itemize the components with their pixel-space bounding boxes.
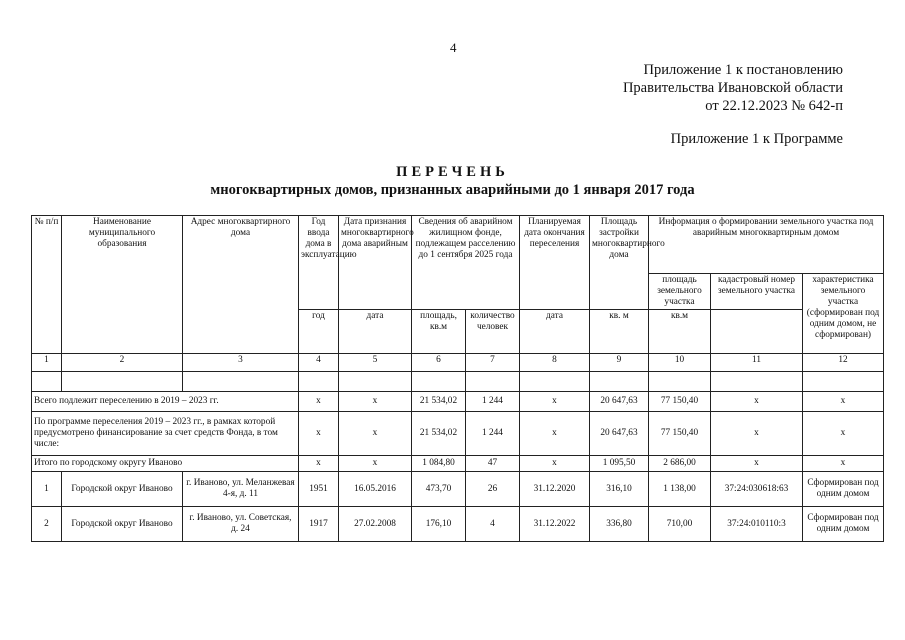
summary-land-char: х [803, 392, 884, 412]
summary-label: По программе переселения 2019 – 2023 гг., в рамках которой предусмотрено финансирование за счет средств Фонда, в том числе: [32, 412, 299, 456]
row-land-area: 1 138,00 [649, 472, 711, 507]
row-people: 4 [466, 507, 520, 542]
col-number: 10 [649, 354, 711, 372]
unit-year: год [299, 310, 339, 354]
empty-row [32, 372, 884, 392]
summary-building-area: 1 095,50 [590, 456, 649, 472]
row-year: 1917 [299, 507, 339, 542]
col-number: 8 [520, 354, 590, 372]
approval-line-1: Приложение 1 к постановлению [643, 62, 843, 78]
row-num: 2 [32, 507, 62, 542]
summary-label: Всего подлежит переселению в 2019 – 2023 гг. [32, 392, 299, 412]
unit-area: площадь, кв.м [412, 310, 466, 354]
unit-land-sqm: кв.м [649, 310, 711, 354]
summary-cadastral: х [711, 456, 803, 472]
row-area: 176,10 [412, 507, 466, 542]
unit-planned-date: дата [520, 310, 590, 354]
summary-planned: х [520, 412, 590, 456]
summary-area: 21 534,02 [412, 412, 466, 456]
row-year: 1951 [299, 472, 339, 507]
row-address: г. Иваново, ул. Меланжевая 4-я, д. 11 [183, 472, 299, 507]
program-reference: Приложение 1 к Программе [670, 131, 843, 147]
summary-planned: х [520, 392, 590, 412]
header-num: № п/п [32, 216, 62, 354]
col-number: 9 [590, 354, 649, 372]
housing-register-table [31, 215, 884, 542]
summary-land-char: х [803, 412, 884, 456]
summary-land-area: 77 150,40 [649, 412, 711, 456]
header-address: Адрес многоквартирного дома [183, 216, 299, 354]
header-fund-info: Сведения об аварийном жилищном фонде, подлежащем расселению до 1 сентября 2025 года [412, 216, 520, 310]
header-building-area: Площадь застройки многоквартирного дома [590, 216, 649, 310]
summary-row-fund [32, 412, 884, 456]
summary-land-area: 2 686,00 [649, 456, 711, 472]
row-area: 473,70 [412, 472, 466, 507]
col-number: 6 [412, 354, 466, 372]
row-people: 26 [466, 472, 520, 507]
approval-block [623, 61, 843, 115]
unit-count: количество человек [466, 310, 520, 354]
col-number: 12 [803, 354, 884, 372]
row-cadastral: 37:24:030618:63 [711, 472, 803, 507]
column-numbers-row [32, 354, 884, 372]
row-land-area: 710,00 [649, 507, 711, 542]
summary-label: Итого по городскому округу Иваново [32, 456, 299, 472]
row-building-area: 316,10 [590, 472, 649, 507]
table-row [32, 472, 884, 507]
row-recognition-date: 16.05.2016 [339, 472, 412, 507]
approval-line-2: Правительства Ивановской области [622, 80, 843, 96]
document-subtitle: многоквартирных домов, признанных аварийными до 1 января 2017 года [210, 182, 695, 198]
summary-area: 1 084,80 [412, 456, 466, 472]
col-number: 4 [299, 354, 339, 372]
col-number: 2 [62, 354, 183, 372]
table-row [32, 507, 884, 542]
approval-line-3: от 22.12.2023 № 642-п [705, 98, 843, 114]
summary-date: х [339, 392, 412, 412]
row-planned-date: 31.12.2022 [520, 507, 590, 542]
col-number: 7 [466, 354, 520, 372]
col-number: 11 [711, 354, 803, 372]
summary-area: 21 534,02 [412, 392, 466, 412]
summary-year: х [299, 456, 339, 472]
col-number: 5 [339, 354, 412, 372]
summary-people: 1 244 [466, 412, 520, 456]
row-building-area: 336,80 [590, 507, 649, 542]
summary-people: 1 244 [466, 392, 520, 412]
header-municipality: Наименование муниципального образования [62, 216, 183, 354]
summary-row-ivanovo [32, 456, 884, 472]
unit-sqm: кв. м [590, 310, 649, 354]
summary-year: х [299, 412, 339, 456]
summary-date: х [339, 456, 412, 472]
summary-row-total [32, 392, 884, 412]
summary-people: 47 [466, 456, 520, 472]
summary-year: х [299, 392, 339, 412]
page-number: 4 [450, 40, 457, 55]
summary-building-area: 20 647,63 [590, 392, 649, 412]
row-num: 1 [32, 472, 62, 507]
col-number: 1 [32, 354, 62, 372]
row-recognition-date: 27.02.2008 [339, 507, 412, 542]
summary-planned: х [520, 456, 590, 472]
row-municipality: Городской округ Иваново [62, 507, 183, 542]
row-land-char: Сформирован под одним домом [803, 507, 884, 542]
summary-cadastral: х [711, 392, 803, 412]
header-year: Год ввода дома в эксплуатацию [299, 216, 339, 310]
header-planned-date: Планируемая дата окончания переселения [520, 216, 590, 310]
summary-land-area: 77 150,40 [649, 392, 711, 412]
summary-cadastral: х [711, 412, 803, 456]
header-land-area: площадь земельного участка [649, 274, 711, 310]
summary-date: х [339, 412, 412, 456]
document-title: ПЕРЕЧЕНЬ [396, 164, 509, 180]
header-recognition-date: Дата признания многоквартирного дома аварийным [339, 216, 412, 310]
summary-land-char: х [803, 456, 884, 472]
summary-building-area: 20 647,63 [590, 412, 649, 456]
row-cadastral: 37:24:010110:3 [711, 507, 803, 542]
header-land-info: Информация о формировании земельного участка под аварийным многоквартирным домом [649, 216, 884, 274]
header-land-characteristic: характеристика земельного участка (сформирован под одним домом, не сформирован) [803, 274, 884, 354]
row-municipality: Городской округ Иваново [62, 472, 183, 507]
row-planned-date: 31.12.2020 [520, 472, 590, 507]
col-number: 3 [183, 354, 299, 372]
header-cadastral: кадастровый номер земельного участка [711, 274, 803, 310]
unit-date: дата [339, 310, 412, 354]
row-land-char: Сформирован под одним домом [803, 472, 884, 507]
row-address: г. Иваново, ул. Советская, д. 24 [183, 507, 299, 542]
